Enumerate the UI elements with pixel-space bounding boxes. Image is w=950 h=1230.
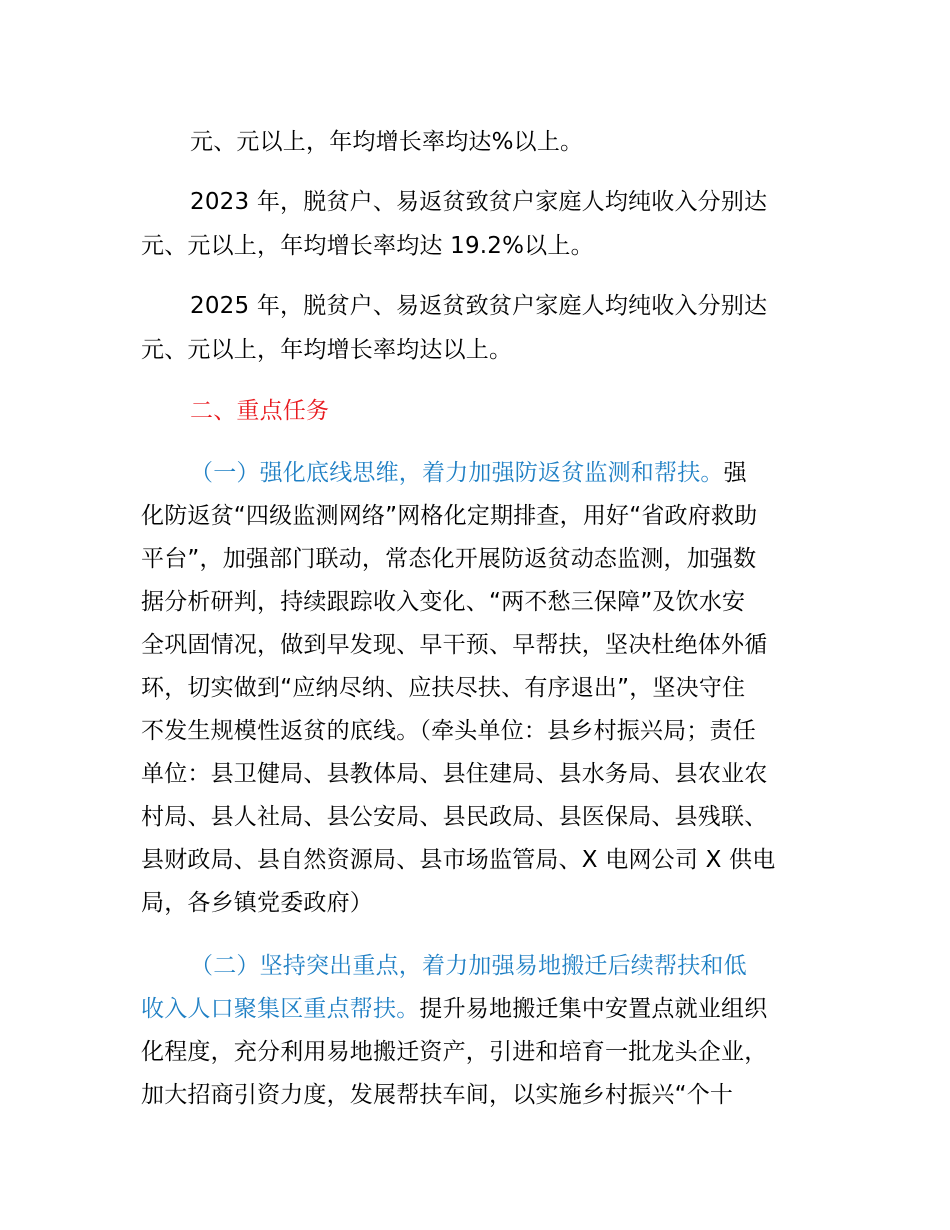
paragraph-line: 县财政局、县自然资源局、县市场监管局、X 电网公司 X 供电 <box>141 847 776 873</box>
section-heading: 二、重点任务 <box>190 398 330 424</box>
paragraph-line: 化防返贫“四级监测网络”网格化定期排查，用好“省政府救助 <box>141 503 758 529</box>
paragraph-line: 元、元以上，年均增长率均达以上。 <box>141 337 513 363</box>
paragraph-line: 不发生规模性返贫的底线。（牵头单位：县乡村振兴局；责任 <box>141 718 756 744</box>
task-heading: 收入人口聚集区重点帮扶。 <box>141 996 420 1022</box>
paragraph-line: 单位：县卫健局、县教体局、县住建局、县水务局、县农业农 <box>141 761 768 787</box>
task-heading-line <box>141 994 767 1024</box>
task-heading: （一）强化底线思维，着力加强防返贫监测和帮扶。 <box>190 460 724 486</box>
paragraph-line: 环，切实做到“应纳尽纳、应扶尽扶、有序退出”，坚决守住 <box>141 675 746 701</box>
task-body-start: 强 <box>723 460 747 486</box>
paragraph-line: 2025 年，脱贫户、易返贫致贫户家庭人均纯收入分别达 <box>190 293 768 319</box>
paragraph-line: 元、元以上，年均增长率均达 19.2%以上。 <box>141 233 594 259</box>
paragraph-line: 全巩固情况，做到早发现、早干预、早帮扶，坚决杜绝体外循 <box>141 632 768 658</box>
paragraph-line: 2023 年，脱贫户、易返贫致贫户家庭人均纯收入分别达 <box>190 189 768 215</box>
task-body-start: 提升易地搬迁集中安置点就业组织 <box>419 996 768 1022</box>
paragraph-line: 加大招商引资力度，发展帮扶车间，以实施乡村振兴“个十 <box>141 1082 734 1108</box>
paragraph-line: 局，各乡镇党委政府） <box>141 890 373 916</box>
task-heading-line <box>190 458 747 488</box>
task-heading-line: （二）坚持突出重点，着力加强易地搬迁后续帮扶和低 <box>190 953 747 979</box>
paragraph-line: 据分析研判，持续跟踪收入变化、“两不愁三保障”及饮水安 <box>141 589 746 615</box>
paragraph-line: 元、元以上，年均增长率均达%以上。 <box>190 129 584 155</box>
paragraph-line: 村局、县人社局、县公安局、县民政局、县医保局、县残联、 <box>141 804 768 830</box>
paragraph-line: 平台”，加强部门联动，常态化开展防返贫动态监测，加强数 <box>141 546 757 572</box>
paragraph-line: 化程度，充分利用易地搬迁资产，引进和培育一批龙头企业， <box>141 1039 768 1065</box>
